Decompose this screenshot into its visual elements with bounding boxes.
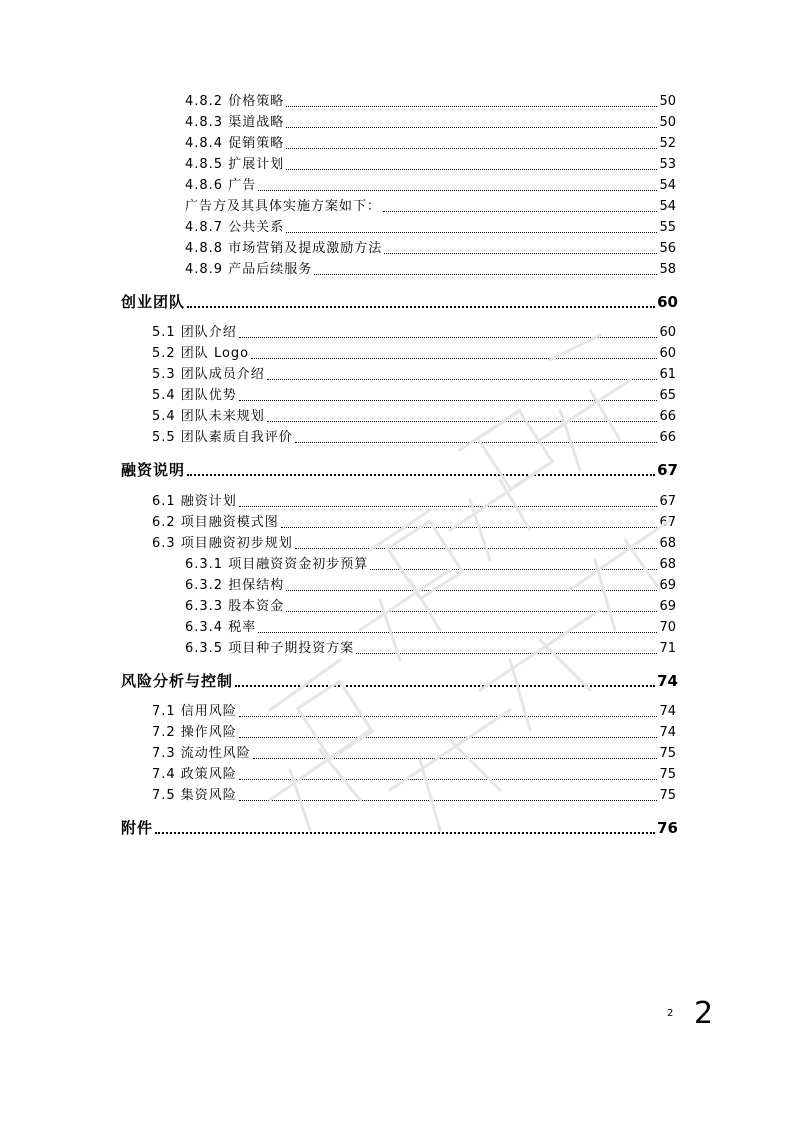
toc-entry[interactable] — [152, 786, 676, 806]
toc-entry-page: 50 — [659, 94, 676, 109]
toc-chapter-label: 附件 — [121, 819, 154, 837]
toc-entry[interactable] — [152, 428, 676, 448]
toc-entry-page: 52 — [659, 136, 676, 151]
toc-entry-label: 5.2 团队 Logo — [152, 346, 250, 361]
toc-entry-page: 60 — [659, 325, 676, 340]
toc-entry-label: 4.8.9 产品后续服务 — [185, 262, 313, 277]
toc-entry[interactable] — [185, 113, 676, 133]
dot-leader — [286, 590, 657, 591]
toc-entry[interactable] — [185, 618, 676, 638]
toc-entry[interactable] — [152, 513, 676, 533]
toc-entry[interactable] — [152, 386, 676, 406]
toc-entry[interactable] — [152, 344, 676, 364]
dot-leader — [258, 190, 657, 191]
toc-entry-page: 50 — [659, 115, 676, 130]
toc-entry-label: 6.3.1 项目融资资金初步预算 — [185, 557, 369, 572]
toc-entry-page: 60 — [659, 346, 676, 361]
toc-entry-page: 54 — [659, 199, 676, 214]
dot-leader — [239, 779, 658, 780]
toc-entry-label: 4.8.3 渠道战略 — [185, 115, 285, 130]
toc-entry[interactable] — [152, 723, 676, 743]
dot-leader — [286, 232, 657, 233]
toc-entry-label: 4.8.8 市场营销及提成激励方法 — [185, 241, 383, 256]
toc-chapter[interactable] — [121, 669, 678, 693]
toc-chapter[interactable] — [121, 816, 678, 840]
toc-entry-label: 6.3 项目融资初步规划 — [152, 536, 293, 551]
dot-leader — [383, 211, 657, 212]
dot-leader — [370, 569, 657, 570]
toc-entry-label: 6.1 融资计划 — [152, 494, 237, 509]
dot-leader — [286, 148, 657, 149]
dot-leader — [258, 632, 657, 633]
toc-entry-page: 69 — [659, 578, 676, 593]
toc-entry-label: 6.3.3 股本资金 — [185, 599, 285, 614]
toc-entry[interactable] — [152, 365, 676, 385]
toc-entry[interactable] — [152, 765, 676, 785]
toc-chapter[interactable] — [121, 290, 678, 314]
page-number-large: 2 — [694, 996, 714, 1031]
toc-entry[interactable] — [185, 260, 676, 280]
toc-chapter-page: 76 — [657, 819, 678, 837]
dot-leader — [314, 274, 657, 275]
toc-chapter[interactable] — [121, 458, 678, 482]
toc-entry-label: 4.8.6 广告 — [185, 178, 257, 193]
dot-leader — [239, 737, 658, 738]
toc-chapter-label: 融资说明 — [121, 461, 186, 479]
toc-entry-page: 56 — [659, 241, 676, 256]
toc-entry[interactable] — [185, 639, 676, 659]
toc-entry-page: 68 — [659, 557, 676, 572]
toc-entry[interactable] — [152, 492, 676, 512]
toc-entry-page: 74 — [659, 704, 676, 719]
toc-entry-label: 4.8.4 促销策略 — [185, 136, 285, 151]
toc-entry[interactable] — [152, 534, 676, 554]
toc-entry-page: 54 — [659, 178, 676, 193]
toc-entry[interactable] — [185, 134, 676, 154]
toc-entry-page: 70 — [659, 620, 676, 635]
dot-leader — [187, 474, 655, 476]
dot-leader — [295, 548, 658, 549]
toc-entry-page: 66 — [659, 430, 676, 445]
dot-leader — [356, 653, 657, 654]
toc-entry-label: 6.3.2 担保结构 — [185, 578, 285, 593]
toc-entry[interactable] — [185, 597, 676, 617]
toc-entry-label: 6.2 项目融资模式图 — [152, 515, 279, 530]
toc-entry-label: 4.8.7 公共关系 — [185, 220, 285, 235]
toc-entry-page: 69 — [659, 599, 676, 614]
toc-entry-page: 75 — [659, 746, 676, 761]
toc-entry[interactable] — [185, 155, 676, 175]
toc-entry[interactable] — [185, 555, 676, 575]
toc-chapter-page: 60 — [657, 293, 678, 311]
dot-leader — [281, 527, 658, 528]
toc-entry-label: 广告方及其具体实施方案如下： — [185, 199, 382, 214]
toc-entry-page: 61 — [659, 367, 676, 382]
toc-entry-label: 7.1 信用风险 — [152, 704, 237, 719]
toc-entry-page: 58 — [659, 262, 676, 277]
dot-leader — [267, 421, 658, 422]
dot-leader — [253, 758, 658, 759]
toc-entry[interactable] — [152, 744, 676, 764]
dot-leader — [286, 611, 657, 612]
dot-leader — [239, 506, 658, 507]
dot-leader — [251, 358, 657, 359]
dot-leader — [239, 800, 658, 801]
toc-entry[interactable] — [185, 576, 676, 596]
toc-entry-label: 5.4 团队优势 — [152, 388, 237, 403]
toc-entry-label: 5.4 团队未来规划 — [152, 409, 265, 424]
toc-entry-page: 67 — [659, 515, 676, 530]
toc-entry-label: 6.3.4 税率 — [185, 620, 257, 635]
dot-leader — [384, 253, 657, 254]
toc-entry-page: 67 — [659, 494, 676, 509]
toc-entry-page: 68 — [659, 536, 676, 551]
dot-leader — [187, 306, 655, 308]
toc-entry-label: 5.1 团队介绍 — [152, 325, 237, 340]
toc-entry-label: 5.5 团队素质自我评价 — [152, 430, 293, 445]
toc-entry-label: 6.3.5 项目种子期投资方案 — [185, 641, 355, 656]
dot-leader — [286, 169, 657, 170]
toc-entry[interactable] — [185, 218, 676, 238]
toc-entry-page: 75 — [659, 767, 676, 782]
dot-leader — [286, 127, 657, 128]
toc-entry-label: 4.8.2 价格策略 — [185, 94, 285, 109]
dot-leader — [235, 685, 655, 687]
dot-leader — [286, 106, 657, 107]
dot-leader — [155, 832, 655, 834]
toc-entry[interactable] — [185, 92, 676, 112]
toc-chapter-page: 67 — [657, 461, 678, 479]
toc-chapter-page: 74 — [657, 672, 678, 690]
dot-leader — [239, 400, 658, 401]
toc-entry-label: 7.2 操作风险 — [152, 725, 237, 740]
dot-leader — [239, 716, 658, 717]
toc-entry-page: 53 — [659, 157, 676, 172]
toc-entry-page: 74 — [659, 725, 676, 740]
toc-entry-page: 55 — [659, 220, 676, 235]
dot-leader — [239, 337, 658, 338]
toc-entry[interactable] — [152, 323, 676, 343]
toc-entry-page: 71 — [659, 641, 676, 656]
dot-leader — [295, 442, 658, 443]
toc-entry-page: 65 — [659, 388, 676, 403]
page-number-small: 2 — [667, 1008, 674, 1019]
toc-entry[interactable] — [152, 702, 676, 722]
toc-entry-page: 66 — [659, 409, 676, 424]
toc-entry-label: 5.3 团队成员介绍 — [152, 367, 265, 382]
toc-entry[interactable] — [185, 176, 676, 196]
toc-entry-label: 4.8.5 扩展计划 — [185, 157, 285, 172]
toc-entry-label: 7.4 政策风险 — [152, 767, 237, 782]
toc-entry[interactable] — [185, 197, 676, 217]
toc-entry-page: 75 — [659, 788, 676, 803]
toc-entry-label: 7.3 流动性风险 — [152, 746, 251, 761]
toc-chapter-label: 风险分析与控制 — [121, 672, 234, 690]
dot-leader — [267, 379, 658, 380]
toc-entry[interactable] — [152, 407, 676, 427]
toc-entry-label: 7.5 集资风险 — [152, 788, 237, 803]
toc-entry[interactable] — [185, 239, 676, 259]
toc-chapter-label: 创业团队 — [121, 293, 186, 311]
